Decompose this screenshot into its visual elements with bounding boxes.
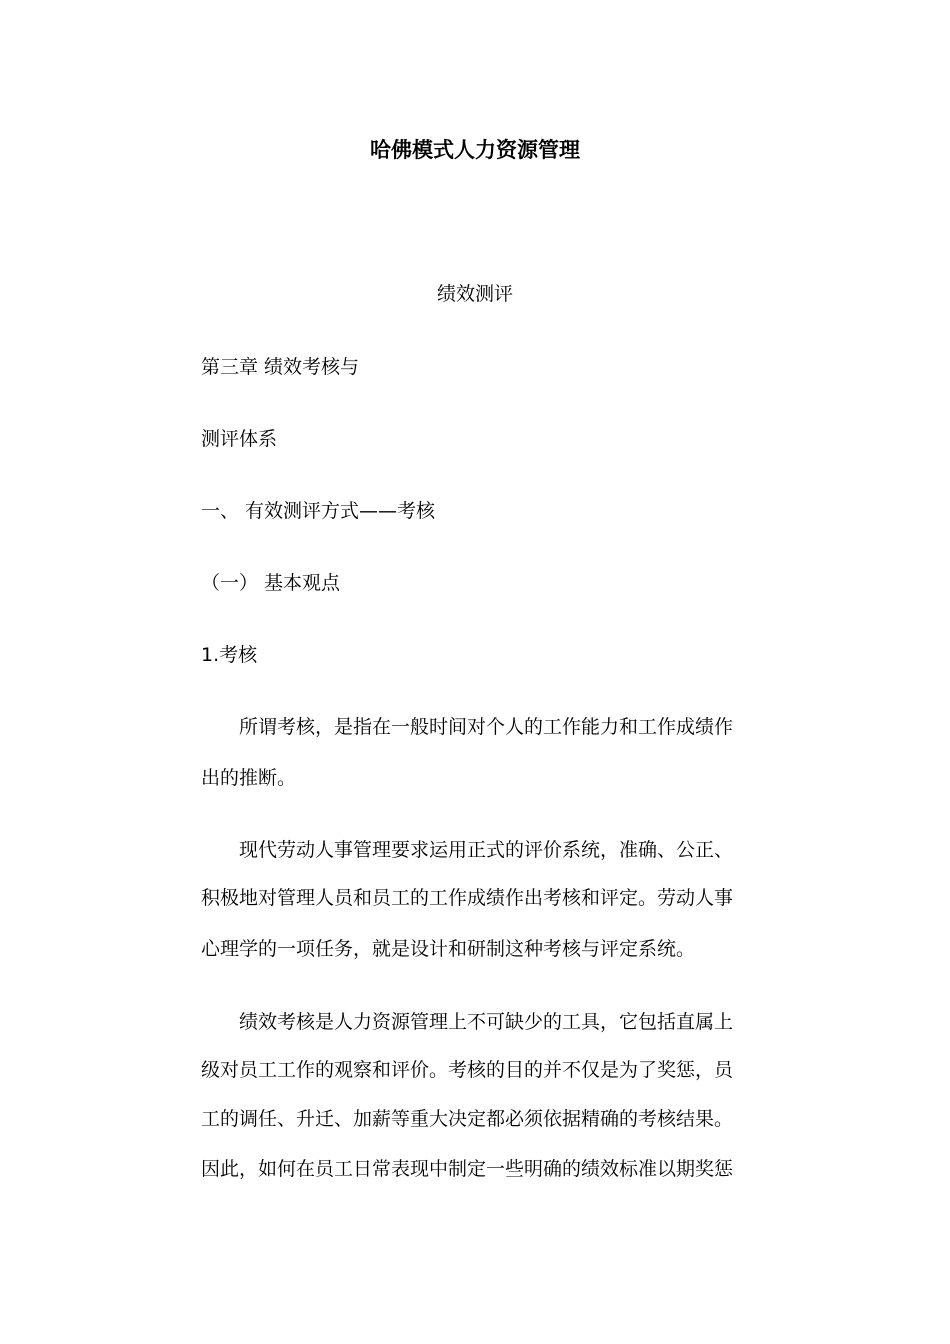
paragraph-3-line-4: 因此，如何在员工日常表现中制定一些明确的绩效标准以期奖惩 — [201, 1158, 734, 1180]
item-heading: 1.考核 — [201, 644, 258, 666]
section-heading: 一、 有效测评方式——考核 — [201, 500, 436, 522]
paragraph-2-line-3: 心理学的一项任务，就是设计和研制这种考核与评定系统。 — [201, 938, 696, 960]
paragraph-3-line-3: 工的调任、升迁、加薪等重大决定都必须依据精确的考核结果。 — [201, 1108, 734, 1130]
paragraph-1-line-1: 所谓考核，是指在一般时间对个人的工作能力和工作成绩作 — [239, 716, 734, 738]
chapter-heading-line-2: 测评体系 — [201, 428, 278, 450]
paragraph-3-line-2: 级对员工工作的观察和评价。考核的目的并不仅是为了奖惩，员 — [201, 1059, 734, 1081]
document-title: 哈佛模式人力资源管理 — [370, 138, 580, 162]
subsection-heading: （一） 基本观点 — [201, 572, 341, 594]
document-subtitle: 绩效测评 — [436, 283, 513, 305]
paragraph-2-line-2: 积极地对管理人员和员工的工作成绩作出考核和评定。劳动人事 — [201, 887, 734, 909]
paragraph-1-line-2: 出的推断。 — [201, 767, 297, 789]
paragraph-2-line-1: 现代劳动人事管理要求运用正式的评价系统，准确、公正、 — [239, 839, 734, 861]
chapter-heading-line-1: 第三章 绩效考核与 — [201, 356, 360, 378]
paragraph-3-line-1: 绩效考核是人力资源管理上不可缺少的工具，它包括直属上 — [239, 1011, 734, 1033]
